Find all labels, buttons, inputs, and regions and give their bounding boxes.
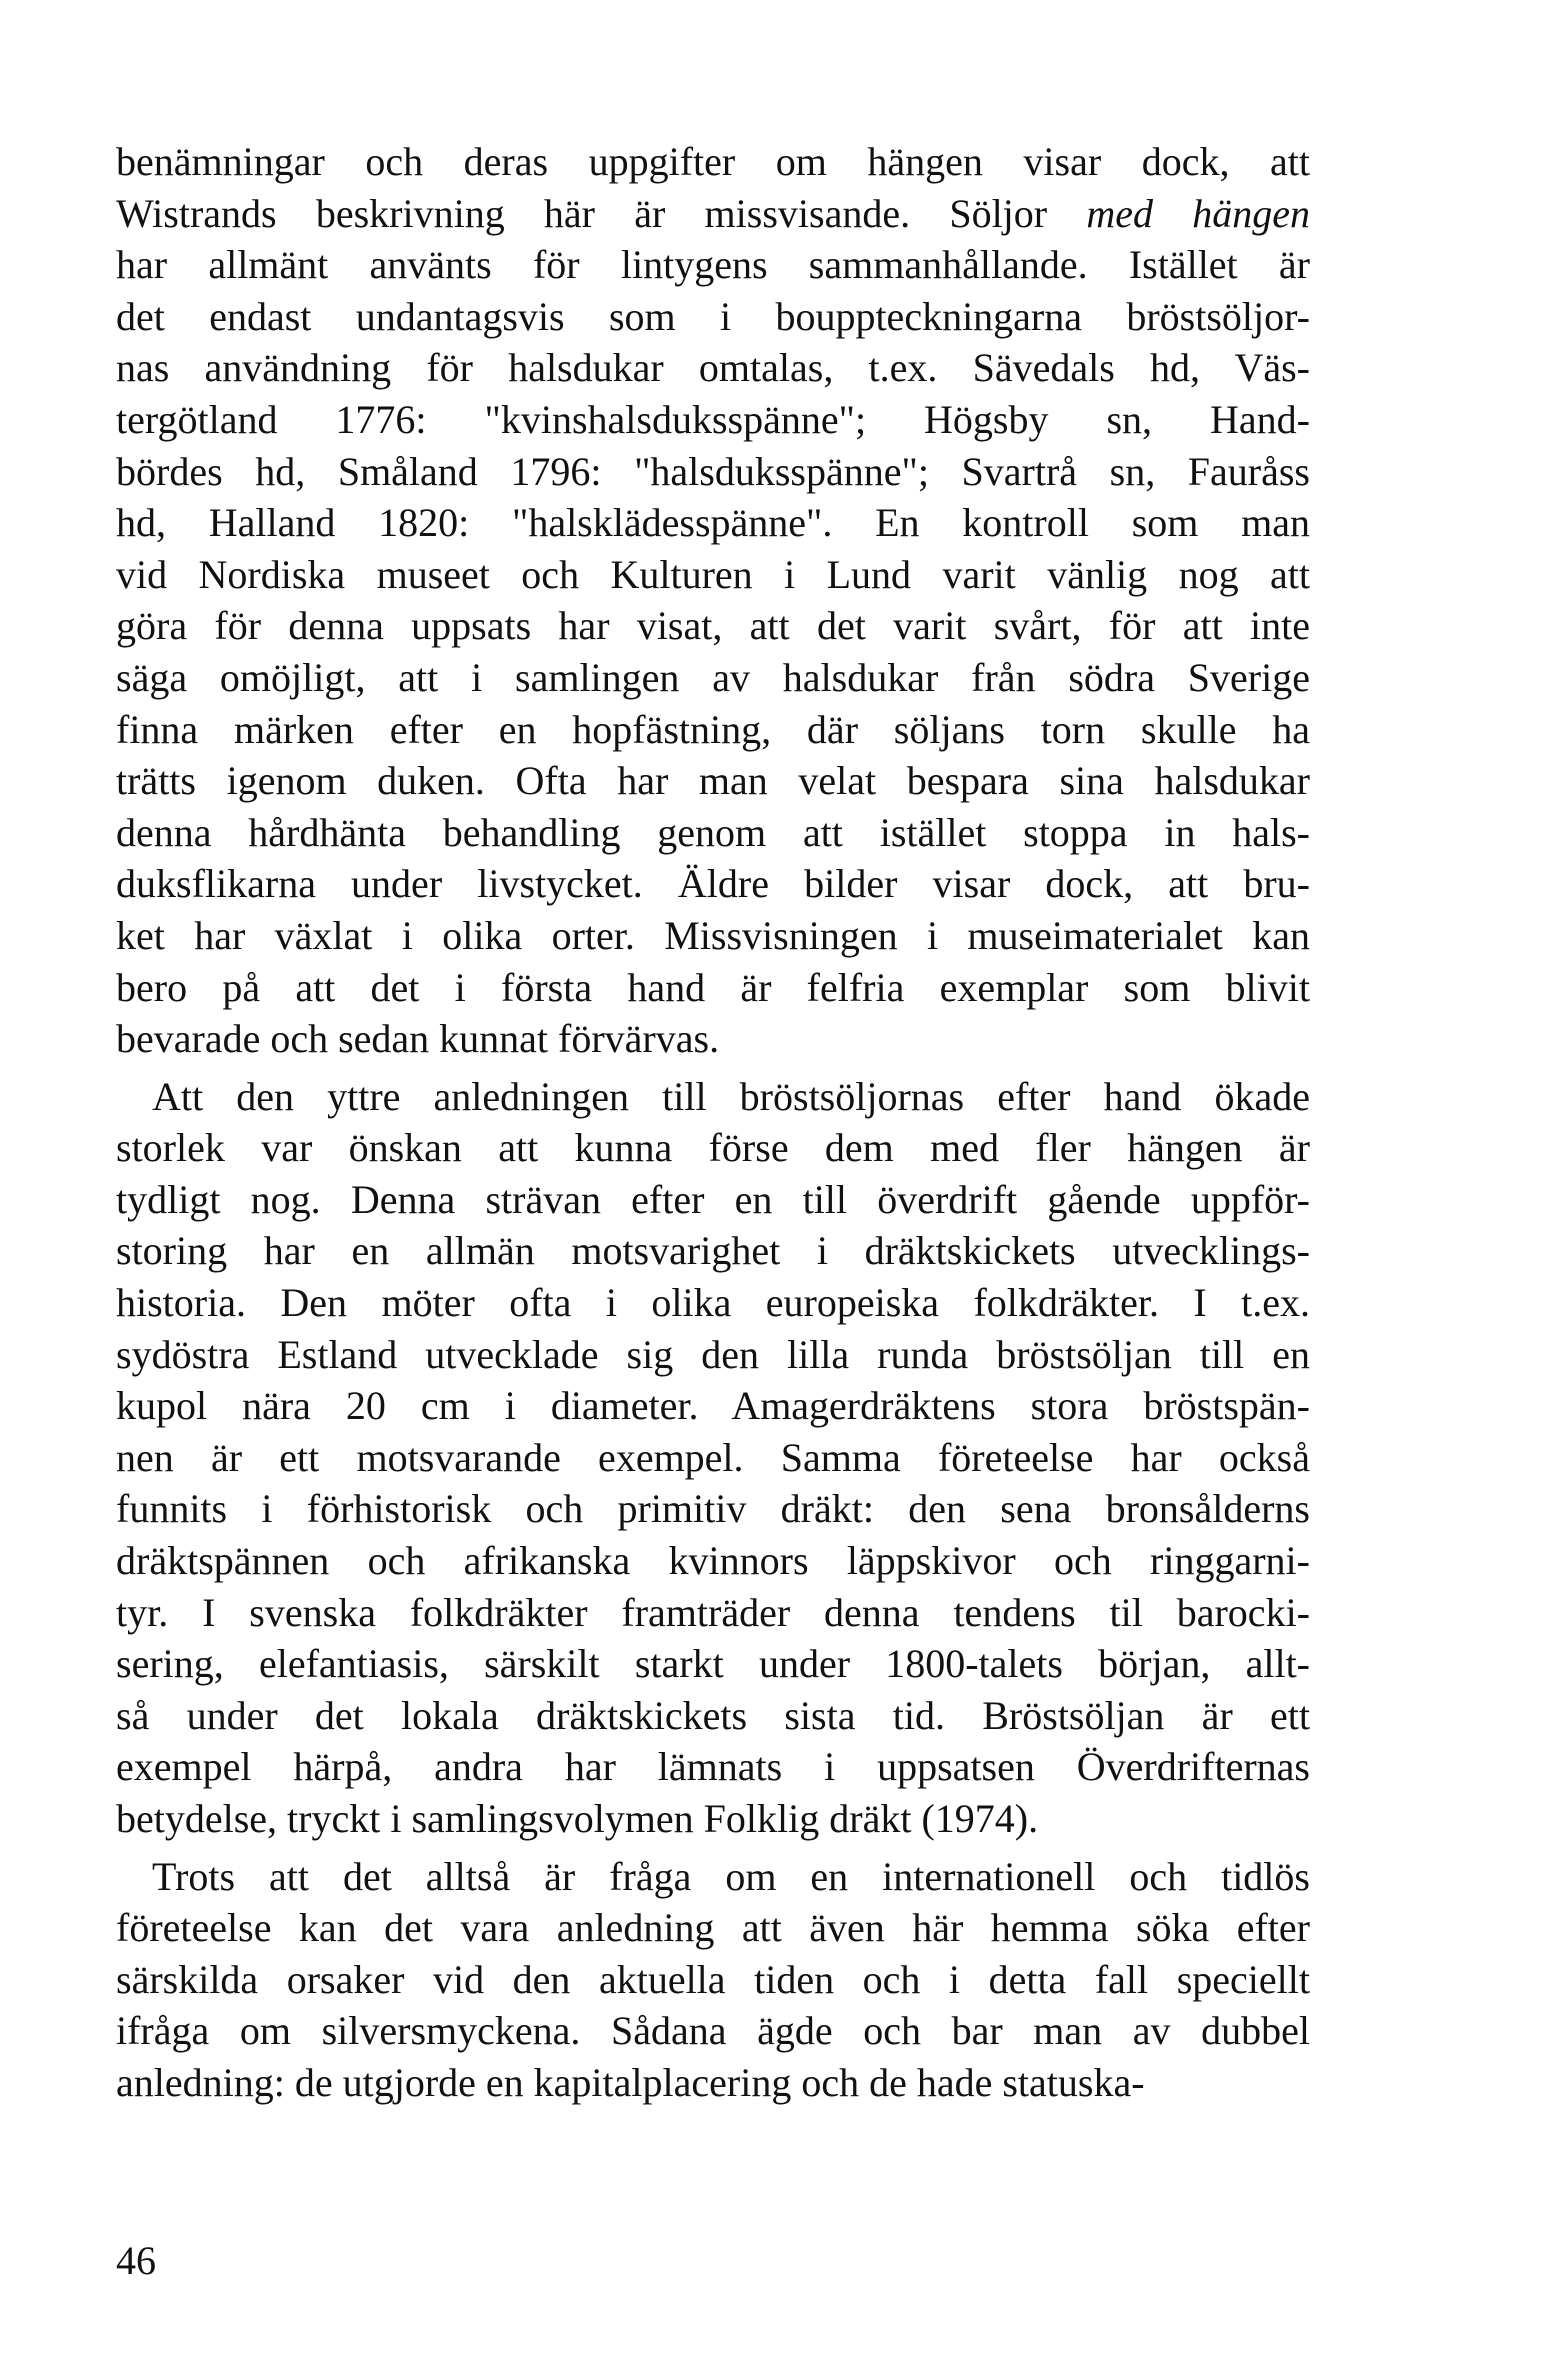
text-line: sering, elefantiasis, särskilt starkt under 1800-talets början, allt- [116,1641,1310,1687]
text-line: denna hårdhänta behandling genom att istället stoppa in hals- [116,809,1310,855]
text-line: så under det lokala dräktskickets sista tid. Bröstsöljan är ett [116,1692,1310,1738]
body-text [116,136,1310,2109]
text-line: har allmänt använts för lintygens sammanhållande. Istället är [116,242,1310,288]
text-line: anledning: de utgjorde en kapitalplacering och de hade statuska- [116,2059,1145,2105]
text-line: funnits i förhistorisk och primitiv dräkt: den sena bronsålderns [116,1486,1310,1532]
text-line: Att den yttre anledningen till bröstsöljornas efter hand ökade [152,1073,1310,1119]
text-line: hd, Halland 1820: "halsklädesspänne". En kontroll som man [116,500,1310,546]
text-line: särskilda orsaker vid den aktuella tiden och i detta fall speciellt [116,1956,1310,2002]
text-line: tyr. I svenska folkdräkter framträder denna tendens til barocki- [116,1589,1310,1635]
page-number: 46 [116,2238,156,2283]
text-line: företeelse kan det vara anledning att även här hemma söka efter [116,1905,1310,1951]
text-line: nen är ett motsvarande exempel. Samma företeelse har också [116,1434,1310,1480]
text-line: göra för denna uppsats har visat, att det varit svårt, för att inte [116,603,1310,649]
text-line: exempel härpå, andra har lämnats i uppsatsen Överdrifternas [116,1744,1310,1790]
text-line: det endast undantagsvis som i bouppteckningarna bröstsöljor- [116,293,1310,339]
text-line: vid Nordiska museet och Kulturen i Lund varit vänlig nog att [116,551,1310,597]
text-line: sydöstra Estland utvecklade sig den lilla runda bröstsöljan till en [116,1331,1310,1377]
text-line: dräktspännen och afrikanska kvinnors läppskivor och ringgarni- [116,1538,1310,1584]
text-line: bero på att det i första hand är felfria exemplar som blivit [116,964,1310,1010]
text-line: historia. Den möter ofta i olika europeiska folkdräkter. I t.ex. [116,1280,1310,1326]
paragraph [116,1851,1310,2109]
text-line: tydligt nog. Denna strävan efter en till överdrift gående uppför- [116,1176,1310,1222]
text-line: storlek var önskan att kunna förse dem med fler hängen är [116,1125,1310,1171]
text-line: bördes hd, Småland 1796: "halsduksspänne"; Svartrå sn, Fauråss [116,448,1310,494]
paragraph [116,136,1310,1065]
text-line: benämningar och deras uppgifter om hängen visar dock, att [116,139,1310,184]
text-line: storing har en allmän motsvarighet i dräktskickets utvecklings- [116,1228,1310,1274]
text-line: Trots att det alltså är fråga om en internationell och tidlös [152,1853,1310,1899]
text-line: tergötland 1776: "kvinshalsduksspänne"; Högsby sn, Hand- [116,396,1310,442]
text-line: nas användning för halsdukar omtalas, t.ex. Sävedals hd, Väs- [116,345,1310,391]
text-line: trätts igenom duken. Ofta har man velat bespara sina halsdukar [116,758,1310,804]
text-line: finna märken efter en hopfästning, där söljans torn skulle ha [116,706,1310,752]
text-line: betydelse, tryckt i samlingsvolymen Folklig dräkt (1974). [116,1796,1039,1841]
text-line: Wistrands beskrivning här är missvisande. Söljor med hängen [116,190,1310,236]
text-line: duksflikarna under livstycket. Äldre bilder visar dock, att bru- [116,861,1310,907]
text-line: säga omöjligt, att i samlingen av halsdukar från södra Sverige [116,654,1310,700]
text-line: bevarade och sedan kunnat förvärvas. [116,1016,720,1062]
paragraph [116,1071,1310,1845]
text-line: kupol nära 20 cm i diameter. Amagerdräktens stora bröstspän- [116,1383,1310,1429]
text-line: ifråga om silversmyckena. Sådana ägde och bar man av dubbel [116,2008,1310,2054]
text-line: ket har växlat i olika orter. Missvisningen i museimaterialet kan [116,912,1310,958]
